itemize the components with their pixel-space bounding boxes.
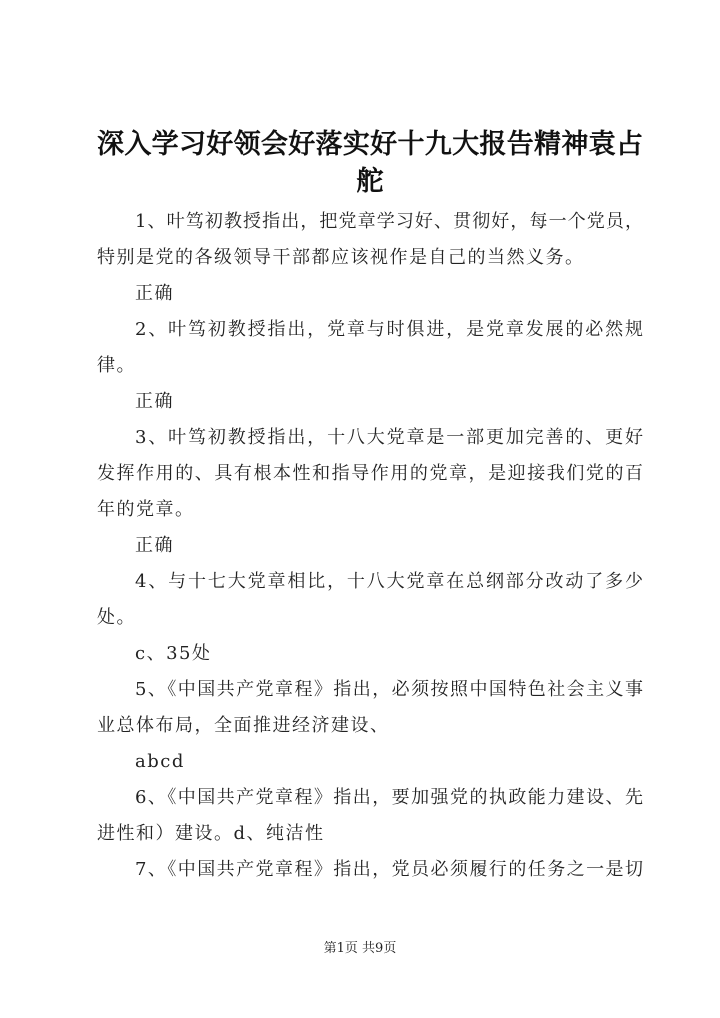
text-line: 正确 bbox=[135, 391, 174, 412]
text-line: 正确 bbox=[135, 535, 174, 556]
text-line: 律。 bbox=[97, 355, 136, 376]
text-line: 5、《中国共产党章程》指出，必须按照中国特色社会主义事 bbox=[135, 679, 643, 700]
answer-paragraph bbox=[97, 636, 643, 672]
text-line: 6、《中国共产党章程》指出，要加强党的执政能力建设、先 bbox=[135, 787, 643, 808]
document-body bbox=[97, 204, 643, 888]
text-line: 业总体布局，全面推进经济建设、 bbox=[97, 715, 390, 736]
text-line: 处。 bbox=[97, 607, 136, 628]
text-line: 1、叶笃初教授指出，把党章学习好、贯彻好，每一个党员， bbox=[135, 211, 643, 232]
question-paragraph bbox=[97, 204, 643, 276]
answer-paragraph bbox=[97, 744, 643, 780]
text-line: 2、叶笃初教授指出，党章与时俱进，是党章发展的必然规 bbox=[135, 319, 643, 340]
text-line: 特别是党的各级领导干部都应该视作是自己的当然义务。 bbox=[97, 247, 585, 268]
text-line: abcd bbox=[135, 751, 185, 772]
answer-paragraph bbox=[97, 384, 643, 420]
text-line: 正确 bbox=[135, 283, 174, 304]
title-line: 深入学习好领会好落实好十九大报告精神袁占 bbox=[97, 129, 643, 160]
answer-paragraph bbox=[97, 528, 643, 564]
question-paragraph bbox=[97, 564, 643, 636]
title-line: 舵 bbox=[356, 166, 384, 197]
text-line: 进性和）建设。d、纯洁性 bbox=[97, 823, 325, 844]
question-paragraph bbox=[97, 420, 643, 528]
question-paragraph bbox=[97, 312, 643, 384]
text-line: 7、《中国共产党章程》指出，党员必须履行的任务之一是切 bbox=[135, 859, 643, 880]
question-paragraph bbox=[97, 780, 643, 852]
text-line: 4、与十七大党章相比，十八大党章在总纲部分改动了多少 bbox=[135, 571, 643, 592]
page-number: 第1页 共9页 bbox=[323, 941, 397, 956]
document-title bbox=[97, 126, 643, 200]
text-line: 年的党章。 bbox=[97, 499, 195, 520]
question-paragraph bbox=[97, 852, 643, 888]
answer-paragraph bbox=[97, 276, 643, 312]
question-paragraph bbox=[97, 672, 643, 744]
text-line: 发挥作用的、具有根本性和指导作用的党章，是迎接我们党的百 bbox=[97, 463, 643, 484]
text-line: c、35处 bbox=[135, 643, 212, 664]
text-line: 3、叶笃初教授指出，十八大党章是一部更加完善的、更好 bbox=[135, 427, 643, 448]
